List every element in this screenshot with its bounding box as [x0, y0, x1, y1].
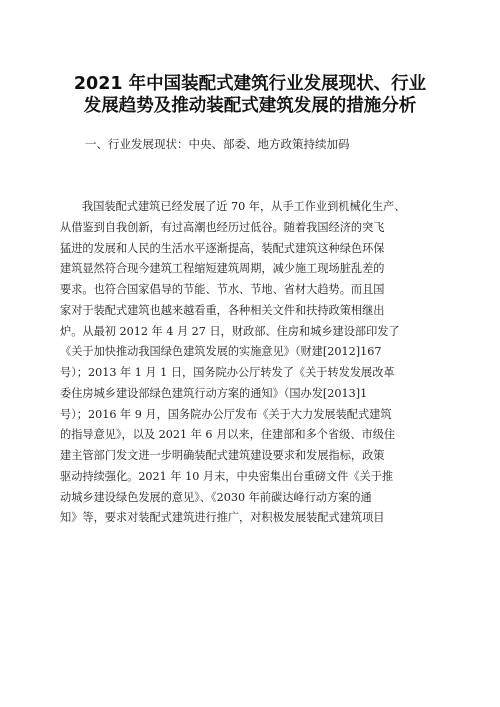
paragraph-line: 号）；2013 年 1 月 1 日，国务院办公厅转发了《关于转发发展改革 — [60, 366, 395, 379]
paragraph-line: 知》等，要求对装配式建筑进行推广，对积极发展装配式建筑项目 — [60, 511, 385, 525]
document-title — [40, 73, 460, 117]
paragraph-line: 动城乡建设绿色发展的意见》、《2030 年前碳达峰行动方案的通 — [60, 490, 372, 504]
paragraph-line: 建主管部门发文进一步明确装配式建筑建设要求和发展指标，政策 — [60, 449, 385, 462]
body-paragraph — [60, 197, 440, 529]
title-line-2: 发展趋势及推动装配式建筑发展的措施分析 — [83, 96, 417, 116]
paragraph-line: 《关于加快推动我国绿色建筑发展的实施意见》（财建[2012]167 — [60, 345, 382, 359]
paragraph-line: 猛进的发展和人民的生活水平逐渐提高，装配式建筑这种绿色环保 — [60, 241, 385, 255]
paragraph-line: 家对于装配式建筑也越来越看重，各种相关文件和扶持政策相继出 — [60, 303, 385, 317]
paragraph-line: 驱动持续强化。2021 年 10 月末，中央密集出台重磅文件《关于推 — [60, 469, 394, 483]
paragraph-line: 从借鉴到自我创新，有过高潮也经历过低谷。随着我国经济的突飞 — [60, 220, 385, 234]
paragraph-line: 建筑显然符合现今建筑工程缩短建筑周期，减少施工现场脏乱差的 — [60, 262, 385, 276]
section-heading: 一、行业发展现状：中央、部委、地方政策持续加码 — [85, 137, 350, 151]
paragraph-line: 委住房城乡建设部绿色建筑行动方案的通知》（国办发[2013]1 — [60, 386, 368, 400]
paragraph-line: 的指导意见》，以及 2021 年 6 月以来，住建部和多个省级、市级住 — [60, 428, 396, 442]
paragraph-line: 炉。从最初 2012 年 4 月 27 日，财政部、住房和城乡建设部印发了 — [60, 324, 400, 338]
paragraph-line: 要求。也符合国家倡导的节能、节水、节地、省材大趋势。而且国 — [60, 283, 385, 296]
paragraph-line: 号）；2016 年 9 月，国务院办公厅发布《关于大力发展装配式建筑 — [60, 407, 392, 421]
title-line-1: 2021 年中国装配式建筑行业发展现状、行业 — [73, 74, 427, 94]
paragraph-line: 我国装配式建筑已经发展了近 70 年，从手工作业到机械化生产、 — [82, 200, 406, 213]
